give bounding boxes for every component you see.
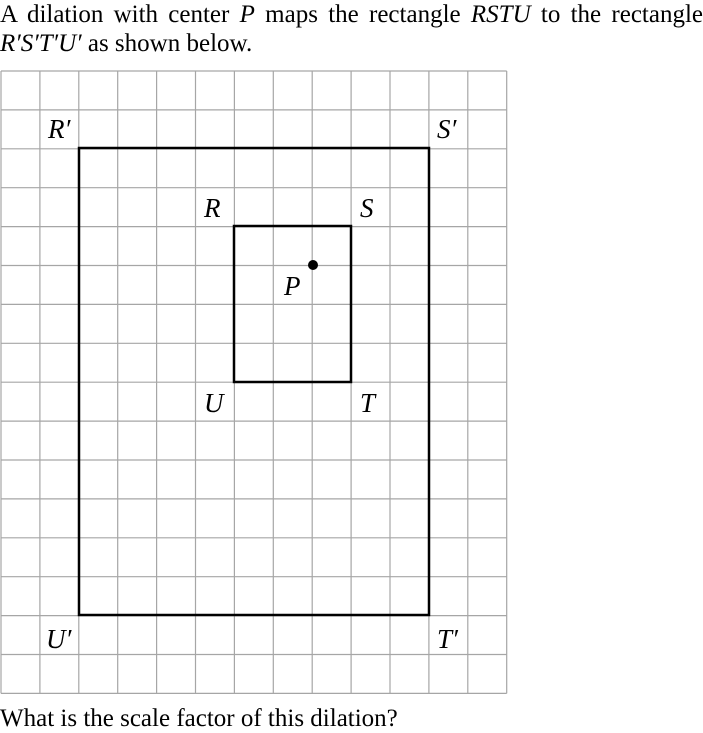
label-s: S xyxy=(360,193,374,223)
intro-part-3: to the rectangle xyxy=(530,1,703,28)
label-u: U xyxy=(204,388,224,418)
intro-part-2: maps the rectangle xyxy=(254,1,471,28)
intro-part-4: as shown below. xyxy=(81,30,253,57)
center-point-p xyxy=(308,260,318,270)
dilation-figure xyxy=(0,70,510,696)
problem-statement xyxy=(0,0,703,58)
label-s-prime: S′ xyxy=(437,114,457,144)
label-t: T xyxy=(360,388,376,418)
intro-part-1: A dilation with center xyxy=(0,1,240,28)
label-t-prime: T′ xyxy=(437,624,458,654)
question-prompt: What is the scale factor of this dilation? xyxy=(0,705,398,732)
original-rectangle-name: RSTU xyxy=(470,1,531,28)
image-rectangle-name: R′S′T′U′ xyxy=(0,30,82,57)
label-r: R xyxy=(204,193,221,223)
label-u-prime: U′ xyxy=(46,624,72,654)
center-name: P xyxy=(239,1,255,28)
label-p: P xyxy=(284,271,301,301)
label-r-prime: R′ xyxy=(48,114,71,144)
